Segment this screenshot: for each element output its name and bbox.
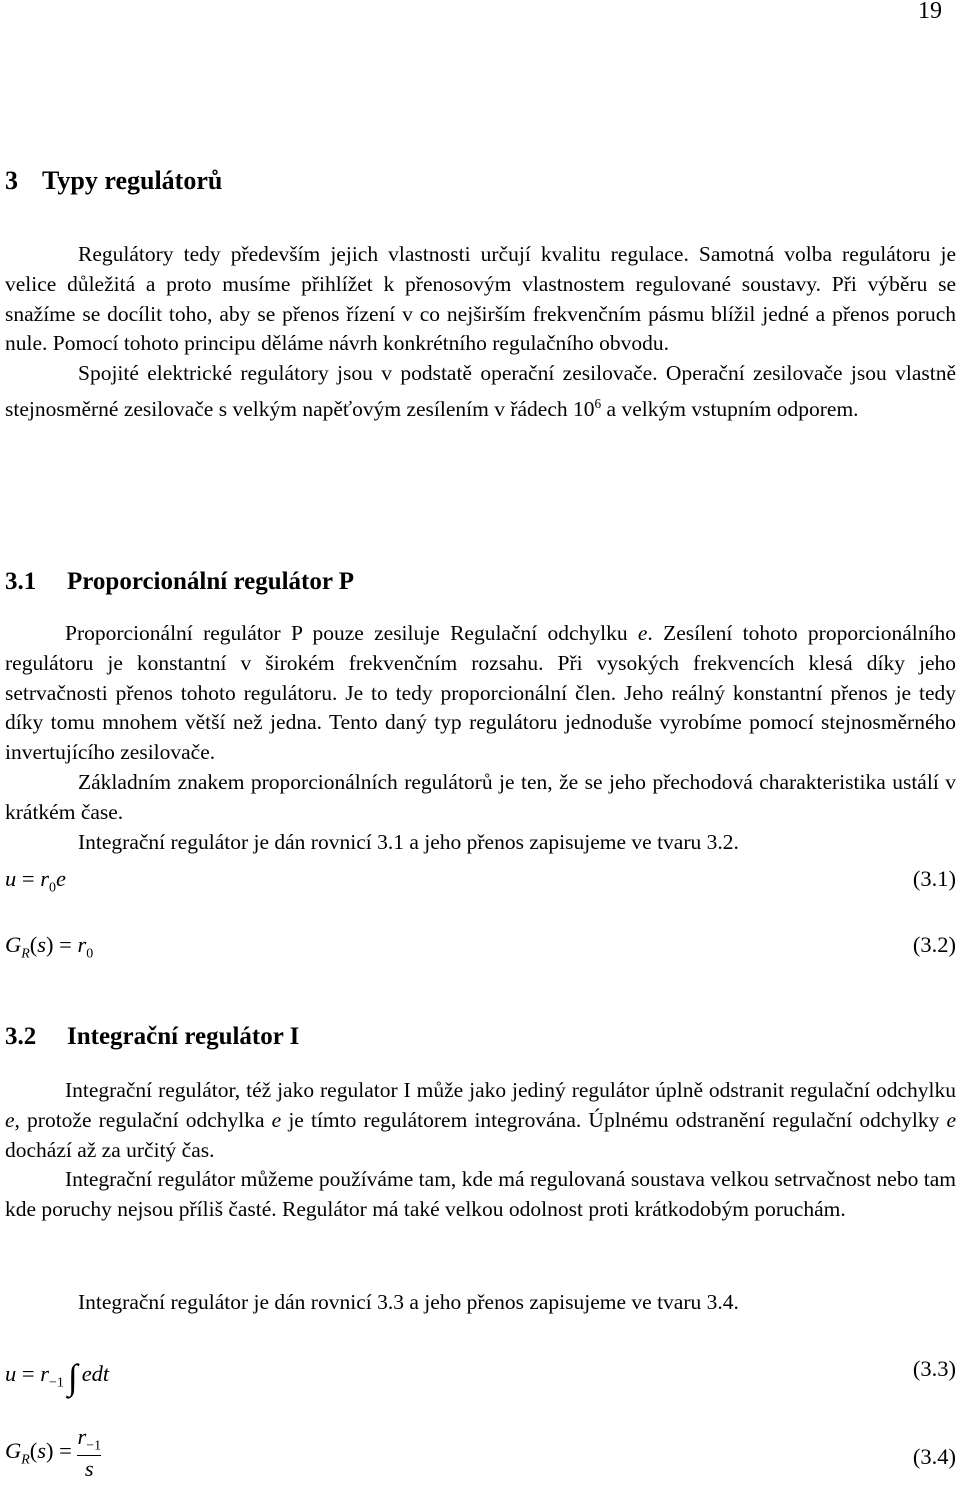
section-3-1-text bbox=[5, 619, 956, 828]
equation-3-3 bbox=[5, 1356, 956, 1396]
equation-3-1-number: (3.1) bbox=[912, 866, 956, 891]
section-3-2-paragraph-3: Integrační regulátor je dán rovnicí 3.3 a jeho přenos zapisujeme ve tvaru 3.4. bbox=[78, 1290, 739, 1314]
section-title: Proporcionální regulátor P bbox=[67, 568, 355, 595]
section-heading-3-1 bbox=[5, 568, 354, 596]
equation-3-1 bbox=[5, 866, 956, 906]
equation-3-2-expression: $G_R(s) = r_0$ bbox=[5, 932, 94, 962]
equation-3-3-number: (3.3) bbox=[912, 1356, 956, 1381]
section-number: 3.1 bbox=[5, 568, 37, 595]
equation-3-2 bbox=[5, 932, 956, 972]
section-3-1-paragraph-1: Proporcionální regulátor P pouze zesiluje Regulační odchylku e. Zesílení tohoto proporcionálního regulátoru je konstantní v širokém frekvenčním rozsahu. Při vysokých frekvencích klesá díky jeho setrvačnosti přenos tohoto regulátoru. Je to tedy proporcionální člen. Jeho reálný konstantní přenos je tedy díky tomu mnohem větší než jedna. Tento daný typ regulátoru jednoduše vyrobíme pomocí stejnosměrného invertujícího zesilovače. bbox=[5, 621, 956, 765]
intro-paragraph-1: Regulátory tedy především jejich vlastnosti určují kvalitu regulace. Samotná volba regulátoru je velice důležitá a proto musíme přihlížet k přenosovým vlastnostem regulované soustavy. Při výběru se snažíme se docílit toho, aby se přenos řízení v co nejširším frekvenčním pásmu blížil jedné a přenos poruch nule. Pomocí tohoto principu děláme návrh konkrétního regulačního obvodu. bbox=[5, 242, 956, 356]
fraction: $\frac{r_{-1}}{s}$ bbox=[77, 1424, 102, 1481]
equation-3-1-expression: $u = r_0e$ bbox=[5, 866, 66, 896]
intro-text bbox=[5, 240, 956, 425]
section-3-2-text bbox=[5, 1076, 956, 1225]
equation-3-4-number: (3.4) bbox=[912, 1444, 956, 1469]
section-3-1-paragraph-3: Integrační regulátor je dán rovnicí 3.1 a jeho přenos zapisujeme ve tvaru 3.2. bbox=[78, 830, 739, 854]
page-number: 19 bbox=[918, 0, 942, 24]
chapter-heading bbox=[5, 166, 222, 196]
section-3-1-paragraph-2: Základním znakem proporcionálních regulátorů je ten, že se jeho přechodová charakteristika ustálí v krátkém čase. bbox=[5, 769, 956, 824]
section-heading-3-2 bbox=[5, 1023, 299, 1051]
section-3-2-paragraph-1: Integrační regulátor, též jako regulator I může jako jediný regulátor úplně odstranit regulační odchylku e, protože regulační odchylka e je tímto regulátorem integrována. Úplnému odstranění regulační odchylky e dochází až za určitý čas. bbox=[5, 1078, 957, 1162]
intro-paragraph-2: Spojité elektrické regulátory jsou v podstatě operační zesilovače. Operační zesilovače jsou vlastně stejnosměrné zesilovače s velkým napěťovým zesílením v řádech $10^6$ a velkým vstupním odporem. bbox=[5, 361, 956, 422]
section-title: Integrační regulátor I bbox=[67, 1023, 300, 1050]
section-3-2-paragraph-2: Integrační regulátor můžeme používáme tam, kde má regulovaná soustava velkou setrvačnost nebo tam kde poruchy nejsou příliš časté. Regulátor má také velkou odolnost proti krátkodobým poruchám. bbox=[5, 1167, 956, 1222]
section-number: 3.2 bbox=[5, 1023, 37, 1050]
equation-3-2-number: (3.2) bbox=[912, 932, 956, 957]
chapter-number: 3 bbox=[5, 166, 18, 195]
chapter-title: Typy regulátorů bbox=[42, 166, 223, 195]
equation-3-4 bbox=[5, 1422, 956, 1482]
equation-3-3-expression: $u = r_{-1}$ ∫ edt bbox=[5, 1357, 110, 1397]
equation-3-4-expression: $G_R(s)$ = $\frac{r_{-1}}{s}$ bbox=[5, 1424, 102, 1481]
